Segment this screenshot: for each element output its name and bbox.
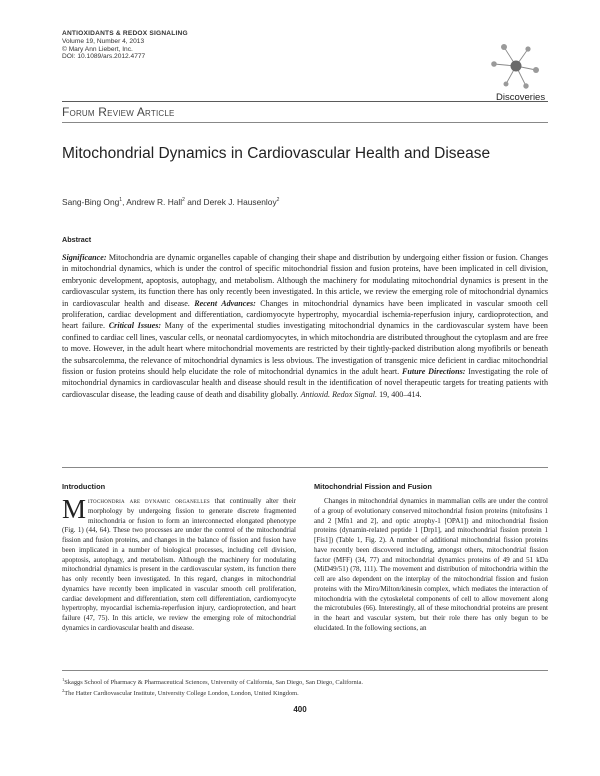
author-name: Sang-Bing Ong (62, 197, 120, 207)
journal-doi: DOI: 10.1089/ars.2012.4777 (62, 53, 146, 61)
author-name: Andrew R. Hall (126, 197, 183, 207)
drop-cap: M (62, 494, 87, 524)
logo-label: Discoveries (496, 92, 546, 103)
journal-copyright: © Mary Ann Liebert, Inc. (62, 45, 133, 53)
abstract-label: Recent Advances: (194, 298, 256, 308)
abstract-text: Investigating the role of mitochondrial dynamics in cardiovascular health and disease should result in the identification of novel therapeutic targets for treating patients with cardiovascular disease, the leading cause of death and disability globally. (62, 367, 548, 399)
header-rule (62, 101, 548, 102)
abstract-text: Changes in mitochondrial dynamics have been implicated in vascular smooth cell proliferation, cardiac development and differentiation, cardiomyocyte hypertrophy, myocardial ischemia-reperfusion injury, cardioprotection, and heart failure. (62, 298, 548, 331)
abstract-text: Many of the experimental studies investigating mitochondrial dynamics in the cardiovascular system have been confined to cardiac cell lines, vascular cells, or neonatal cardiomyocytes, in which mitochondria are distributed throughout the cytoplasm and are free to move. However, in the adult heart where mitochondrial movements are restricted by their tightly-packed distribution along myofibrils or beneath the subsarcolemma, the relevance of mitochondrial dynamics is less obvious. The investigation of transgenic mice deficient in cardiac mitochondrial fission or fusion proteins should help elucidate the role of mitochondrial dynamics in the adult heart. (62, 321, 548, 377)
discoveries-logo-icon (484, 38, 544, 98)
author-affiliation-mark: 2 (276, 197, 280, 204)
footnote-number: 2 (62, 688, 65, 694)
author-list (62, 197, 279, 207)
section-label: Forum Review Article (62, 105, 175, 119)
introduction-body (62, 494, 296, 634)
footnote (62, 676, 363, 687)
abstract-label: Critical Issues: (108, 321, 162, 331)
footnote (62, 687, 363, 698)
author-affiliation-mark: 1 (119, 197, 123, 204)
footnote-number: 1 (62, 677, 65, 682)
journal-header (62, 30, 188, 61)
introduction-lead: itochondria are dynamic organelles (88, 497, 210, 505)
abstract-label: Future Directions: (401, 367, 466, 377)
fission-fusion-body: Changes in mitochondrial dynamics in mammalian cells are under the control of a group of evolutionary conserved mitochondrial fusion proteins (mitofusins 1 and 2 [Mfn1 and 2], and optic atrophy-1 [OPA1]) and mitochondrial fission proteins (dynamin-related peptide 1 [Drp1], and mitochondrial fission protein 1 [Fis1]) (Table 1, Fig. 2). A number of additional mitochondrial fission proteins have recently been discovered including, amongst others, mitochondrial fission factor (MFF) (34, 77) and mitochondrial dynamics proteins of 49 and 51 kDa (MiD49/51) (78, 111). The movement and distribution of mitochondria within the cell are also dependent on the interplay of the mitochondrial fission and fusion proteins with the Miro/Milton/kinesin complex, which mediates the interaction of mitochondria with the cytoskeletal components of cell to allow movement along the microtubules (66). Interestingly, all of these mitochondrial proteins are present in the heart and vascular system, but their role there has only begun to be elucidated. In the following sections, an (314, 497, 548, 632)
author-name: Derek J. Hausenloy (203, 197, 277, 207)
section-rule (62, 122, 548, 123)
footnote-text: Skaggs School of Pharmacy & Pharmaceutical Sciences, University of California, San Diego, San Diego, California. (64, 679, 363, 687)
introduction-heading: Introduction (62, 482, 106, 491)
journal-name: ANTIOXIDANTS & REDOX SIGNALING (62, 30, 188, 37)
journal-volume: Volume 19, Number 4, 2013 (62, 37, 145, 45)
footnotes (62, 676, 363, 699)
fission-fusion-heading: Mitochondrial Fission and Fusion (314, 482, 432, 491)
abstract-body (62, 252, 548, 400)
abstract-text: Mitochondria are dynamic organelles capable of changing their shape and distribution by undergoing either fission or fusion. Changes in mitochondrial dynamics, which is under the control of specific mitochondrial fission and fusion proteins, have been implicated in cell division, embryonic development, apoptosis, autophagy, and metabolism. Although the machinery for modulating mitochondrial dynamics is present in the cardiovascular system, its function there has only recently been investigated. In this article, we review the emerging role of mitochondrial dynamics in cardiovascular health and disease. (62, 253, 548, 308)
abstract-citation: Antioxid. Redox Signal. (300, 389, 378, 399)
article-title: Mitochondrial Dynamics in Cardiovascular Health and Disease (62, 145, 491, 162)
abstract-label: Significance: (62, 253, 107, 262)
abstract-citation-rest: 19, 400–414. (377, 389, 422, 399)
page-number: 400 (293, 705, 307, 714)
author-separator: , (122, 197, 127, 207)
footnote-rule (62, 670, 548, 671)
footnote-text: The Hatter Cardiovascular Institute, University College London, London, United Kingdom. (64, 690, 299, 698)
introduction-text: that continually alter their morphology by undergoing fission to generate discrete fragmented mitochondria or fusion to form an interconnected elongated phenotype (Fig. 1) (44, 64). These two processes are under the control of the mitochondrial fission and fusion proteins, and changes in the balance of fission and fusion have been implicated in a number of biological processes, including cell division, apoptosis, autophagy, and metabolism. Although the machinery for modulating mitochondrial dynamics is present in the cardiovascular system, its function there has only recently been investigated. In this regard, changes in mitochondrial dynamics have recently been implicated in vascular smooth cell proliferation, cardiac development and differentiation, stem cell differentiation, cardiomyocyte hypertrophy, myocardial ischemia-reperfusion injury, cardioprotection, and heart failure (47, 75). In this article, we review the emerging role of mitochondrial dynamics in cardiovascular health and disease. (62, 497, 296, 632)
abstract-rule (62, 467, 548, 468)
author-affiliation-mark: 2 (182, 197, 185, 204)
abstract-heading: Abstract (62, 235, 92, 244)
author-separator: and (184, 197, 204, 207)
